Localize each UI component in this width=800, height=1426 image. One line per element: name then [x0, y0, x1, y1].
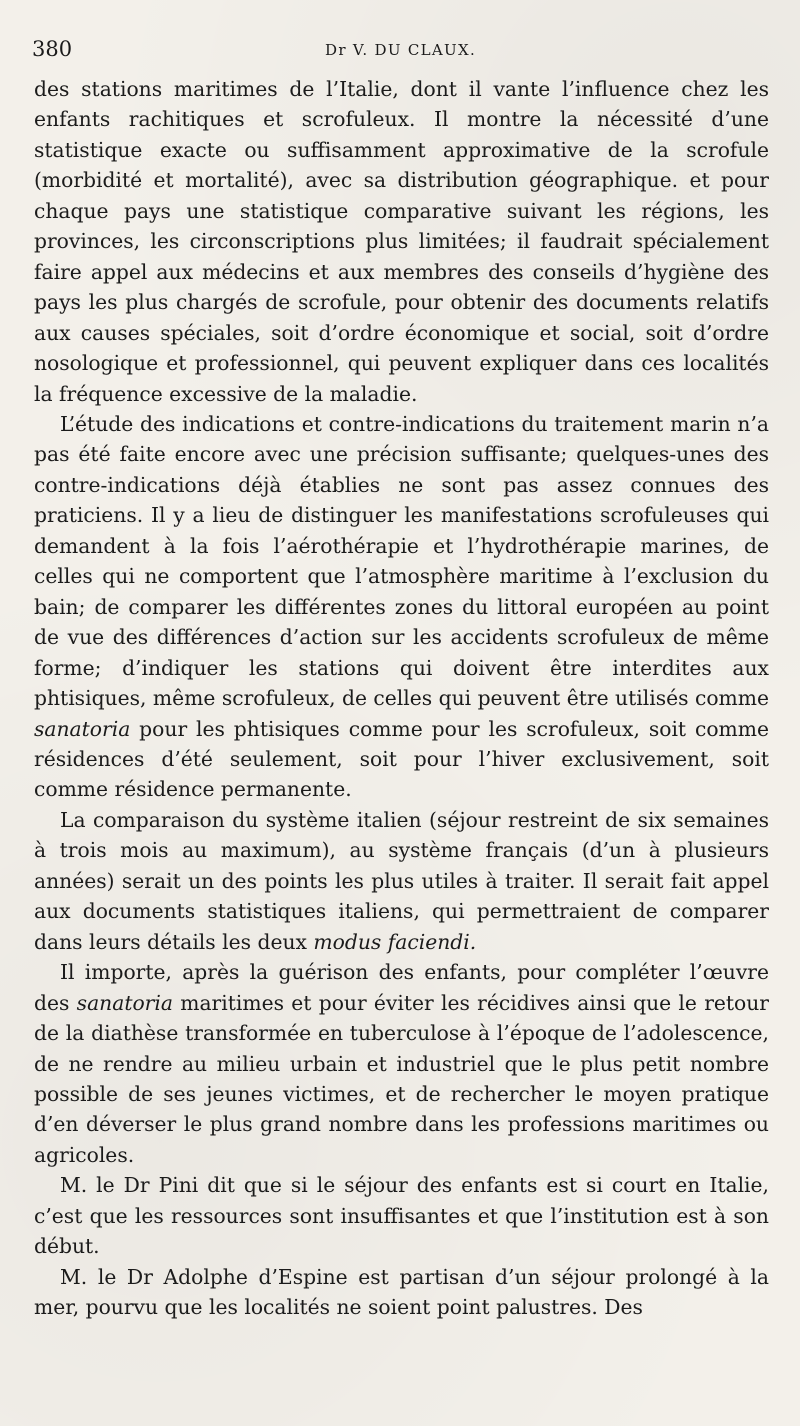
paragraph-4-text-a: Il importe, après la guérison des enfants, pour compléter l’œuvre des — [34, 960, 769, 1015]
paragraph-3 — [34, 805, 769, 957]
page-header — [32, 38, 767, 60]
paragraph-3-modus-faciendi: modus faciendi. — [313, 929, 477, 954]
paragraph-2 — [34, 409, 769, 805]
paragraph-5 — [34, 1170, 769, 1261]
paragraph-3-text-a: La comparaison du système italien (séjour restreint de six semaines à trois mois au maximum), au système français (d’un à plusieurs années) serait un des points les plus utiles à traiter. Il serait fait appel aux documents statistiques italiens, qui permettraient de comparer dans leurs détails les deux — [34, 807, 769, 954]
paragraph-4-sanatoria: sanatoria — [76, 990, 173, 1015]
paragraph-2-sanatoria: sanatoria — [34, 716, 131, 741]
paragraph-4 — [34, 957, 769, 1170]
paragraph-2-text-b: pour les phtisiques comme pour les scrofuleux, soit comme résidences d’été seulement, soit pour l’hiver exclusivement, soit comme résidence permanente. — [34, 716, 769, 802]
paragraph-4-text-b: maritimes et pour éviter les récidives ainsi que le retour de la diathèse transformée en tuberculose à l’époque de l’adolescence, de ne rendre au milieu urbain et industriel que le plus petit nombre possible de ses jeunes victimes, et de rechercher le moyen pratique d’en déverser le plus grand nombre dans les professions maritimes ou agricoles. — [34, 990, 770, 1167]
body-text — [34, 74, 769, 1323]
paragraph-6-text: M. le Dr Adolphe d’Espine est partisan d’un séjour prolongé à la mer, pourvu que les localités ne soient point palustres. Des — [34, 1264, 769, 1320]
paragraph-1-text: des stations maritimes de l’Italie, dont il vante l’influence chez les enfants rachitiques et scrofuleux. Il montre la nécessité d’une statistique exacte ou suffisamment approximative de la scrofule (morbidité et mortalité), avec sa distribution géographique. et pour chaque pays une statistique comparative suivant les régions, les provinces, les circonscriptions plus limitées; il faudrait spécialement faire appel aux médecins et aux membres des conseils d’hygiène des pays les plus chargés de scrofule, pour obtenir des documents relatifs aux causes spéciales, soit d’ordre économique et social, soit d’ordre nosologique et professionnel, qui peuvent expliquer dans ces localités la fréquence excessive de la maladie. — [34, 77, 769, 406]
running-head: Dr V. DU CLAUX. — [325, 41, 477, 59]
paragraph-5-text: M. le Dr Pini dit que si le séjour des enfants est si court en Italie, c’est que les ressources sont insuffisantes et que l’institution est à son début. — [34, 1173, 769, 1259]
paragraph-2-text-a: L’étude des indications et contre-indications du traitement marin n’a pas été faite encore avec une précision suffisante; quelques-unes des contre-indications déjà établies ne sont pas assez connues des praticiens. Il y a lieu de distinguer les manifestations scrofuleuses qui demandent à la fois l’aérothérapie et l’hydrothérapie marines, de celles qui ne comportent que l’atmosphère maritime à l’exclusion du bain; de comparer les différentes zones du littoral européen au point de vue des différences d’action sur les accidents scrofuleux de même forme; d’indiquer les stations qui doivent être interdites aux phtisiques, même scrofuleux, de celles qui peuvent être utilisés comme — [34, 411, 769, 711]
paragraph-1 — [34, 74, 769, 409]
paragraph-6 — [34, 1262, 769, 1323]
page-number: 380 — [32, 37, 73, 61]
